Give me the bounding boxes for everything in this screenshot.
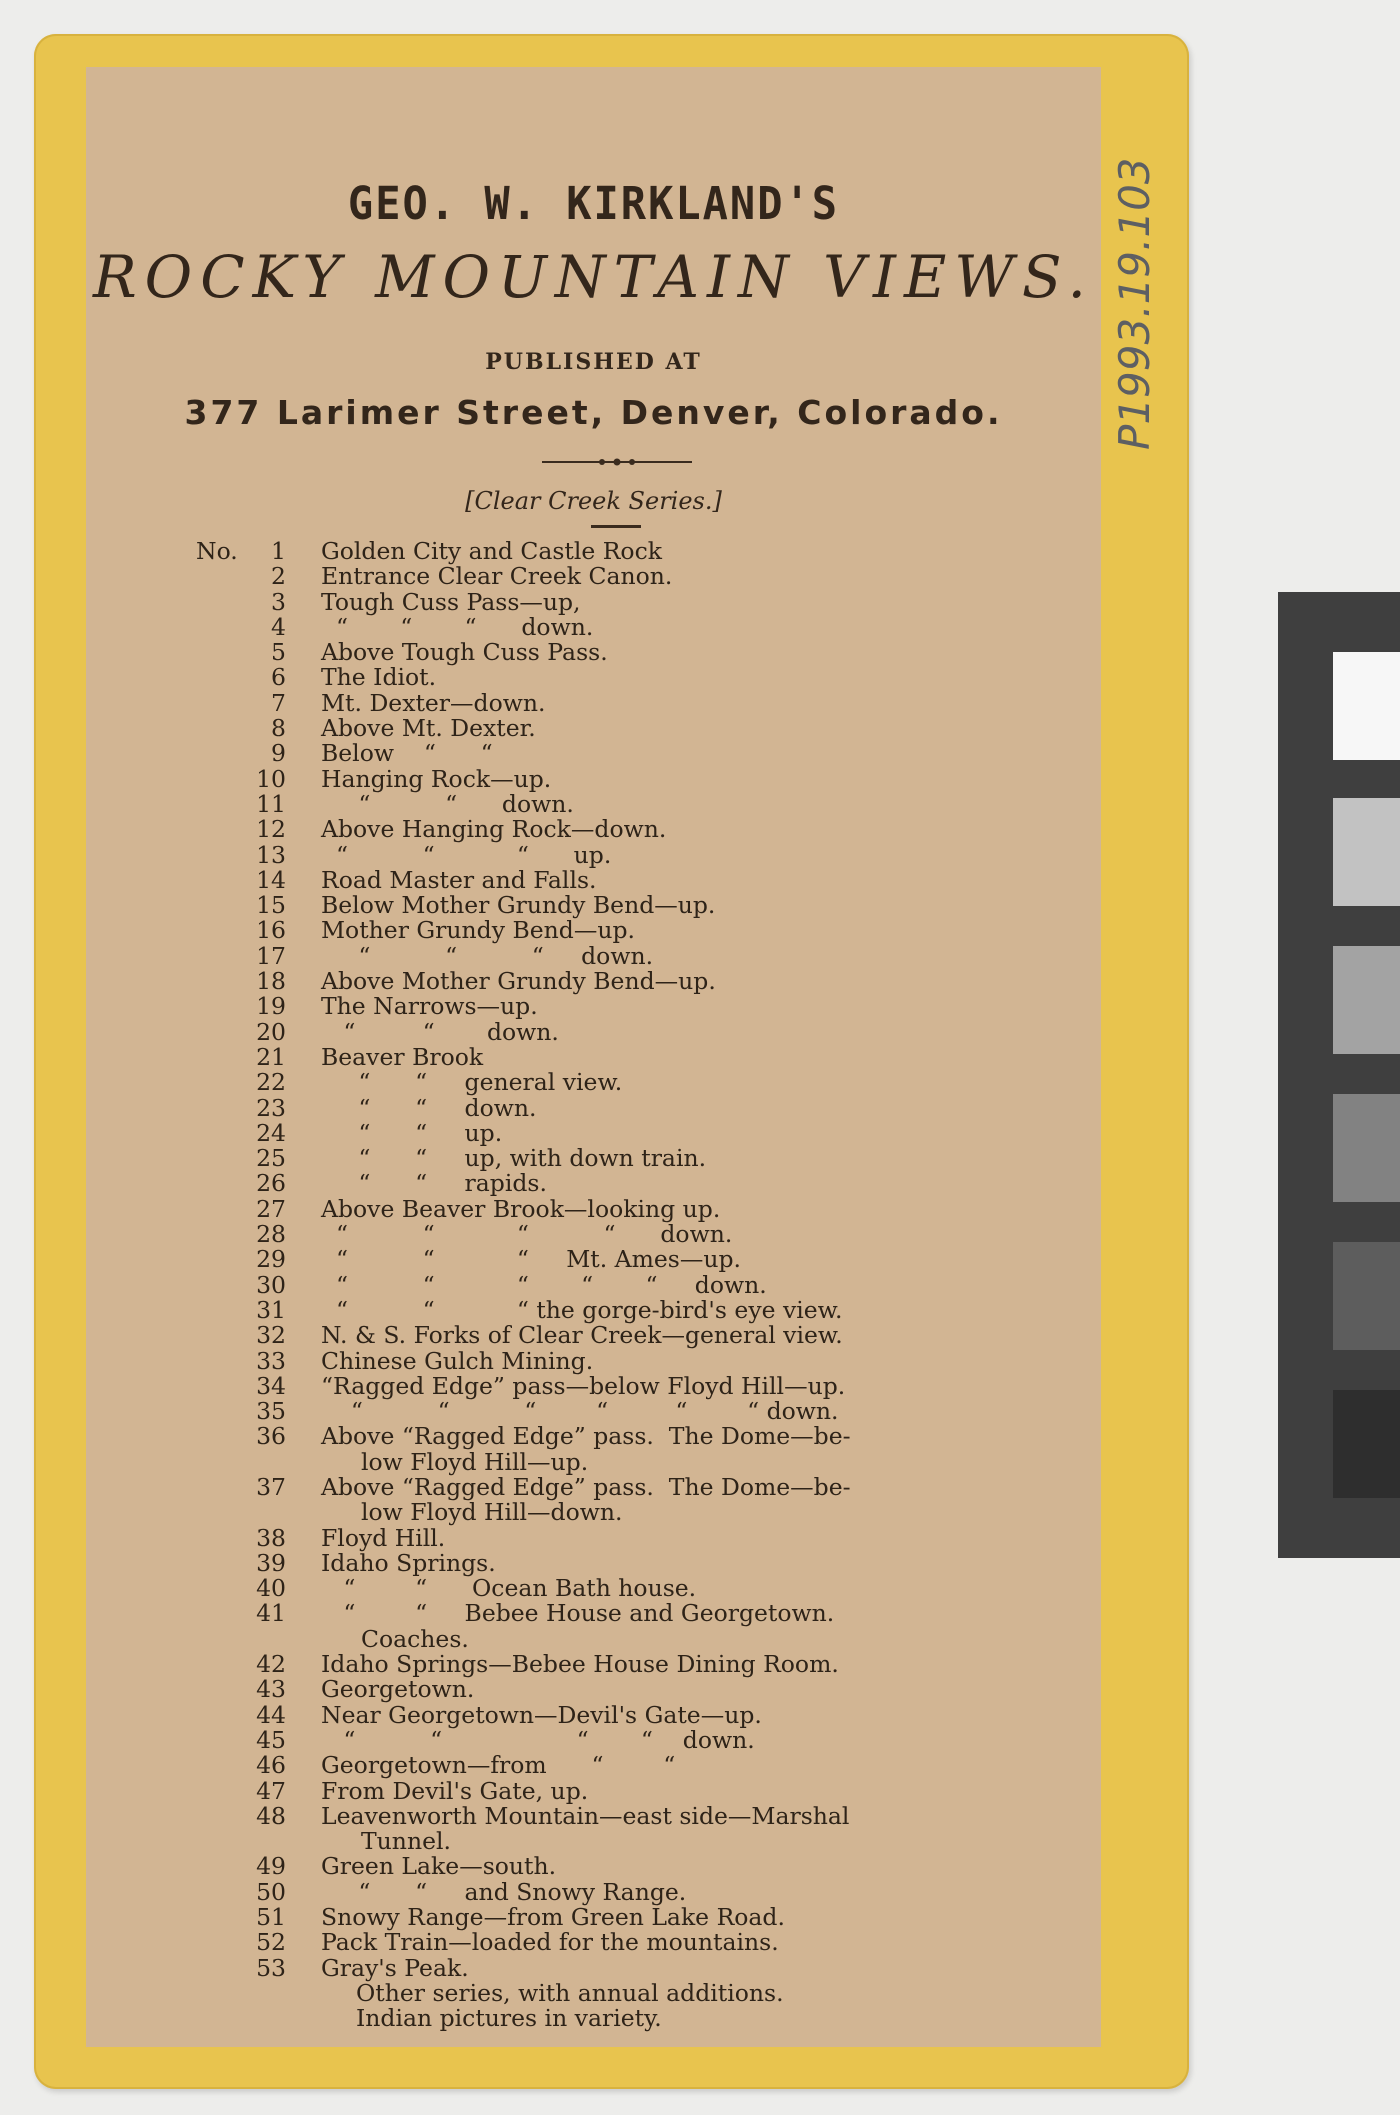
view-number: 37 [256,1472,286,1501]
view-title: “ “ “ “ “ “ down. [321,1397,839,1426]
view-title: Above Tough Cuss Pass. [321,638,608,667]
view-number: 22 [256,1068,286,1097]
list-item [196,1753,1076,1778]
view-number: 36 [256,1422,286,1451]
footer-line [196,2006,1076,2031]
view-title: “ “ up. [321,1118,503,1147]
gray-swatch-mid-light [1333,946,1400,1054]
view-title: Floyd Hill. [321,1523,446,1552]
gray-swatch-dark [1333,1390,1400,1498]
view-number: 27 [256,1194,286,1223]
list-item [196,1854,1076,1879]
view-number: 42 [256,1650,286,1679]
list-item [196,665,1076,690]
list-item [196,1118,1076,1147]
list-item [196,1323,1076,1348]
list-item [196,1424,1076,1449]
view-number: 8 [271,714,286,743]
list-item [196,969,1076,994]
list-item [196,1042,1076,1071]
view-number: 10 [256,764,286,793]
list-item [196,994,1076,1019]
footer-line [196,1978,1076,2007]
list-item [196,1171,1076,1196]
view-title: Pack Train—loaded for the mountains. [321,1928,779,1957]
view-number: 6 [271,663,286,692]
view-title: “ “ down. [321,1017,559,1046]
list-item [196,1829,1076,1854]
view-title: Road Master and Falls. [321,865,597,894]
catalog-title: ROCKY MOUNTAIN VIEWS. [92,243,1094,311]
list-item [196,1270,1076,1299]
view-number: 2 [271,562,286,591]
view-number: 25 [256,1144,286,1173]
list-item [196,1295,1076,1324]
view-title: Above “Ragged Edge” pass. The Dome—be- [321,1472,851,1501]
view-title: Above Mt. Dexter. [321,714,536,743]
view-title: Idaho Springs—Bebee House Dining Room. [321,1650,839,1679]
list-item [196,1017,1076,1046]
list-item [196,1146,1076,1171]
view-title: Above “Ragged Edge” pass. The Dome—be- [321,1422,851,1451]
view-number: 30 [256,1270,286,1299]
list-item [196,1624,1076,1653]
view-title: “ “ down. [321,1093,537,1122]
view-number: 29 [256,1245,286,1274]
view-number: 16 [256,916,286,945]
list-item [196,1399,1076,1424]
view-number: 24 [256,1118,286,1147]
gray-swatch-white [1333,652,1400,760]
stereograph-card-mount [34,34,1189,2089]
view-number: 35 [256,1397,286,1426]
list-item [196,1905,1076,1930]
list-item [196,564,1076,589]
view-title: “Ragged Edge” pass—below Floyd Hill—up. [321,1371,846,1400]
gray-swatch-light [1333,798,1400,906]
list-item [196,1523,1076,1552]
list-item [196,716,1076,741]
view-title: N. & S. Forks of Clear Creek—general view. [321,1321,843,1350]
list-item [196,1472,1076,1501]
view-title: “ “ “ up. [321,840,612,869]
published-at-label: PUBLISHED AT [485,349,702,375]
list-item [196,1194,1076,1223]
list-item [196,865,1076,894]
view-title: Chinese Gulch Mining. [321,1346,594,1375]
view-title: Below Mother Grundy Bend—up. [321,891,716,920]
view-number: 15 [256,891,286,920]
view-title: Above Beaver Brook—looking up. [321,1194,721,1223]
view-title: Above Mother Grundy Bend—up. [321,967,716,996]
view-number: 3 [271,587,286,616]
gray-swatch-mid [1333,1094,1400,1202]
view-number: 39 [256,1548,286,1577]
list-item [196,1070,1076,1095]
view-title: “ “ up, with down train. [321,1144,707,1173]
view-number: 49 [256,1852,286,1881]
view-number: 9 [271,739,286,768]
view-number: 46 [256,1751,286,1780]
view-title: “ “ Bebee House and Georgetown. [321,1599,835,1628]
view-number: 34 [256,1371,286,1400]
view-number: 48 [256,1801,286,1830]
views-list [196,539,1076,2032]
view-title: “ “ general view. [321,1068,623,1097]
list-item [196,941,1076,970]
view-number: 43 [256,1675,286,1704]
view-title: Gray's Peak. [321,1953,469,1982]
view-title: Above Hanging Rock—down. [321,815,667,844]
view-title: Tough Cuss Pass—up, [321,587,581,616]
view-number: 32 [256,1321,286,1350]
view-title: Leavenworth Mountain—east side—Marshal [321,1801,850,1830]
view-number: 23 [256,1093,286,1122]
list-item [196,1930,1076,1955]
view-title: “ “ rapids. [321,1169,547,1198]
view-title: Georgetown. [321,1675,475,1704]
list-item [196,1725,1076,1754]
view-title: Mt. Dexter—down. [321,688,546,717]
view-number: 7 [271,688,286,717]
view-title: Idaho Springs. [321,1548,496,1577]
view-title: “ “ Ocean Bath house. [321,1574,697,1603]
list-item [196,1801,1076,1830]
view-title: “ “ “ the gorge-bird's eye view. [321,1295,843,1324]
view-title: From Devil's Gate, up. [321,1776,589,1805]
list-item [196,1222,1076,1247]
list-item [196,640,1076,665]
view-title: Entrance Clear Creek Canon. [321,562,673,591]
list-item [196,1247,1076,1272]
view-title: “ “ “ “ “ down. [321,1270,767,1299]
number-prefix: No. [196,537,238,565]
view-number: 26 [256,1169,286,1198]
view-number: 17 [256,941,286,970]
list-item [196,1093,1076,1122]
view-number: 5 [271,638,286,667]
list-item [196,1371,1076,1400]
list-item [196,688,1076,717]
list-item [196,1548,1076,1577]
view-number: 11 [256,789,286,818]
view-title: Beaver Brook [321,1042,484,1071]
view-number: 38 [256,1523,286,1552]
list-item [196,817,1076,842]
list-item [196,1677,1076,1702]
view-number: 52 [256,1928,286,1957]
publisher-name: GEO. W. KIRKLAND'S [347,177,840,230]
view-title: low Floyd Hill—down. [361,1498,623,1527]
view-title: Hanging Rock—up. [321,764,552,793]
view-number: 50 [256,1877,286,1906]
view-number: 21 [256,1042,286,1071]
view-title: Mother Grundy Bend—up. [321,916,635,945]
view-number: 4 [271,612,286,641]
view-title: Near Georgetown—Devil's Gate—up. [321,1700,762,1729]
footer-text: Indian pictures in variety. [356,2004,662,2033]
footer-text: Other series, with annual additions. [356,1978,784,2007]
list-item [196,1601,1076,1626]
view-title: Snowy Range—from Green Lake Road. [321,1903,785,1932]
view-title: Green Lake—south. [321,1852,557,1881]
list-item [196,840,1076,869]
list-item [196,539,1076,564]
view-number: 12 [256,815,286,844]
view-title: Golden City and Castle Rock [321,537,662,565]
view-number: 47 [256,1776,286,1805]
view-number: 14 [256,865,286,894]
list-item [196,1953,1076,1982]
view-number: 13 [256,840,286,869]
list-item [196,1700,1076,1729]
view-title: “ “ “ Mt. Ames—up. [321,1245,742,1274]
view-title: Below “ “ [321,739,493,768]
view-title: The Narrows—up. [321,992,538,1021]
view-number: 40 [256,1574,286,1603]
view-title: “ “ “ down. [321,612,594,641]
list-item [196,741,1076,766]
list-item [196,1346,1076,1375]
gray-swatch-mid-dark [1333,1242,1400,1350]
list-item [196,1776,1076,1805]
view-title: “ “ and Snowy Range. [321,1877,687,1906]
gray-scale-target [1278,592,1400,1558]
view-title: Tunnel. [361,1827,451,1856]
view-title: Georgetown—from “ “ [321,1751,676,1780]
view-title: “ “ “ down. [321,941,654,970]
view-title: “ “ “ “ down. [321,1725,755,1754]
view-title: The Idiot. [321,663,437,692]
list-item [196,1652,1076,1677]
view-number: 41 [256,1599,286,1628]
view-number: 1 [271,537,286,565]
list-item [196,1500,1076,1525]
view-title: low Floyd Hill—up. [361,1447,589,1476]
list-item [196,1877,1076,1906]
view-title: Coaches. [361,1624,469,1653]
view-number: 19 [256,992,286,1021]
list-item [196,918,1076,943]
short-rule [591,525,641,528]
list-item [196,1447,1076,1476]
list-item [196,1576,1076,1601]
printed-label [86,67,1101,2047]
view-number: 44 [256,1700,286,1729]
list-item [196,612,1076,641]
view-number: 53 [256,1953,286,1982]
view-number: 51 [256,1903,286,1932]
list-item [196,764,1076,793]
view-number: 18 [256,967,286,996]
list-item [196,789,1076,818]
view-number: 45 [256,1725,286,1754]
ornament-divider [542,458,692,466]
list-item [196,587,1076,616]
view-title: “ “ down. [321,789,574,818]
view-number: 31 [256,1295,286,1324]
view-title: “ “ “ “ down. [321,1220,733,1249]
publisher-address: 377 Larimer Street, Denver, Colorado. [184,393,1003,432]
view-number: 28 [256,1220,286,1249]
list-item [196,893,1076,918]
accession-number: P1993.19.103 [1110,157,1159,450]
view-number: 33 [256,1346,286,1375]
series-name: [Clear Creek Series.] [465,487,722,515]
view-number: 20 [256,1017,286,1046]
